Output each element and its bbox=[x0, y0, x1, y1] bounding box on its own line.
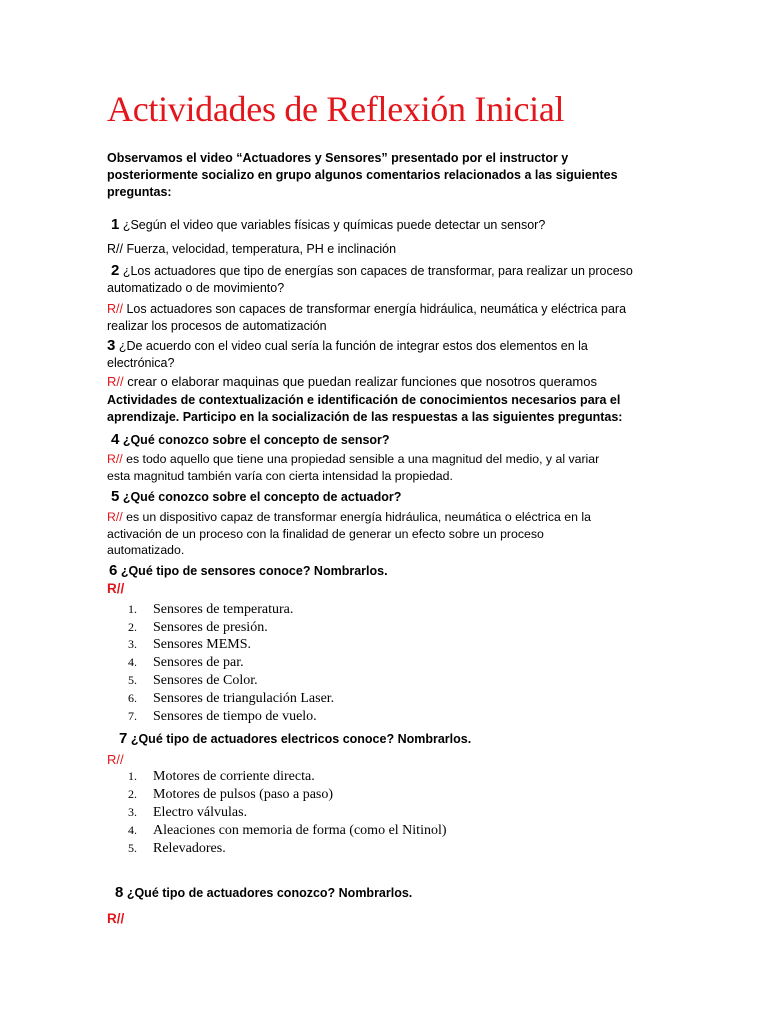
question-8 bbox=[115, 884, 412, 901]
question-7 bbox=[119, 730, 471, 747]
answer-5 bbox=[107, 510, 591, 524]
question-number: 4 bbox=[111, 431, 120, 448]
reply-marker: R// bbox=[107, 302, 123, 316]
reply-marker: R// bbox=[107, 752, 124, 767]
question-text: ¿Los actuadores que tipo de energías son capaces de transformar, para realizar un proceso bbox=[122, 264, 633, 278]
answer-text: Los actuadores son capaces de transformar energía hidráulica, neumática y eléctrica para bbox=[126, 302, 627, 316]
answer-text: es todo aquello que tiene una propiedad sensible a una magnitud del medio, y al variar bbox=[126, 452, 600, 466]
answer-text: es un dispositivo capaz de transformar energía hidráulica, neumática o eléctrica en la bbox=[126, 510, 591, 524]
question-text: ¿Qué tipo de sensores conoce? Nombrarlos. bbox=[120, 564, 388, 578]
reply-marker: R// bbox=[107, 581, 125, 596]
section-heading-line-2: aprendizaje. Participo en la socialización de las respuestas a las siguientes preguntas: bbox=[107, 410, 623, 424]
question-3-cont: electrónica? bbox=[107, 356, 175, 370]
answer-5-cont-1: activación de un proceso con la finalidad de generar un efecto sobre un proceso bbox=[107, 527, 544, 541]
question-text: ¿Qué conozco sobre el concepto de actuador? bbox=[122, 490, 402, 504]
question-number: 8 bbox=[115, 884, 124, 901]
intro-line-3: preguntas: bbox=[107, 185, 172, 199]
section-heading-line-1: Actividades de contextualización e identificación de conocimientos necesarios para el bbox=[107, 393, 621, 407]
question-3 bbox=[107, 337, 588, 354]
question-number: 6 bbox=[109, 562, 118, 579]
question-number: 2 bbox=[111, 262, 120, 279]
question-4 bbox=[111, 431, 390, 448]
question-text: ¿Qué tipo de actuadores electricos conoce? Nombrarlos. bbox=[130, 732, 472, 746]
answer-1: R// Fuerza, velocidad, temperatura, PH e inclinación bbox=[107, 242, 397, 256]
answer-3 bbox=[107, 374, 597, 389]
question-1 bbox=[111, 216, 545, 233]
reply-marker: R// bbox=[107, 452, 123, 466]
intro-line-1: Observamos el video “Actuadores y Sensores” presentado por el instructor y bbox=[107, 151, 569, 165]
question-number: 7 bbox=[119, 730, 128, 747]
question-2 bbox=[111, 262, 633, 279]
reply-marker: R// bbox=[107, 510, 123, 524]
question-number: 3 bbox=[107, 337, 116, 354]
question-text: ¿Según el video que variables físicas y químicas puede detectar un sensor? bbox=[122, 218, 546, 232]
question-text: ¿Qué tipo de actuadores conozco? Nombrarlos. bbox=[126, 886, 413, 900]
question-text: ¿De acuerdo con el video cual sería la función de integrar estos dos elementos en la bbox=[118, 339, 588, 353]
question-2-cont: automatizado o de movimiento? bbox=[107, 281, 285, 295]
question-text: ¿Qué conozco sobre el concepto de sensor? bbox=[122, 433, 390, 447]
question-number: 5 bbox=[111, 488, 120, 505]
reply-marker: R// bbox=[107, 911, 125, 926]
answer-2-cont: realizar los procesos de automatización bbox=[107, 319, 327, 333]
reply-marker: R// bbox=[107, 374, 124, 389]
answer-2 bbox=[107, 302, 626, 316]
question-number: 1 bbox=[111, 216, 120, 233]
page-title: Actividades de Reflexión Inicial bbox=[107, 89, 565, 129]
answer-5-cont-2: automatizado. bbox=[107, 543, 185, 557]
answer-text: crear o elaborar maquinas que puedan realizar funciones que nosotros queramos bbox=[127, 374, 597, 389]
intro-line-2: posteriormente socializo en grupo algunos comentarios relacionados a las siguientes bbox=[107, 168, 618, 182]
answer-4-cont: esta magnitud también varía con cierta intensidad la propiedad. bbox=[107, 469, 453, 483]
question-6 bbox=[109, 562, 388, 579]
question-5 bbox=[111, 488, 401, 505]
answer-4 bbox=[107, 452, 599, 466]
